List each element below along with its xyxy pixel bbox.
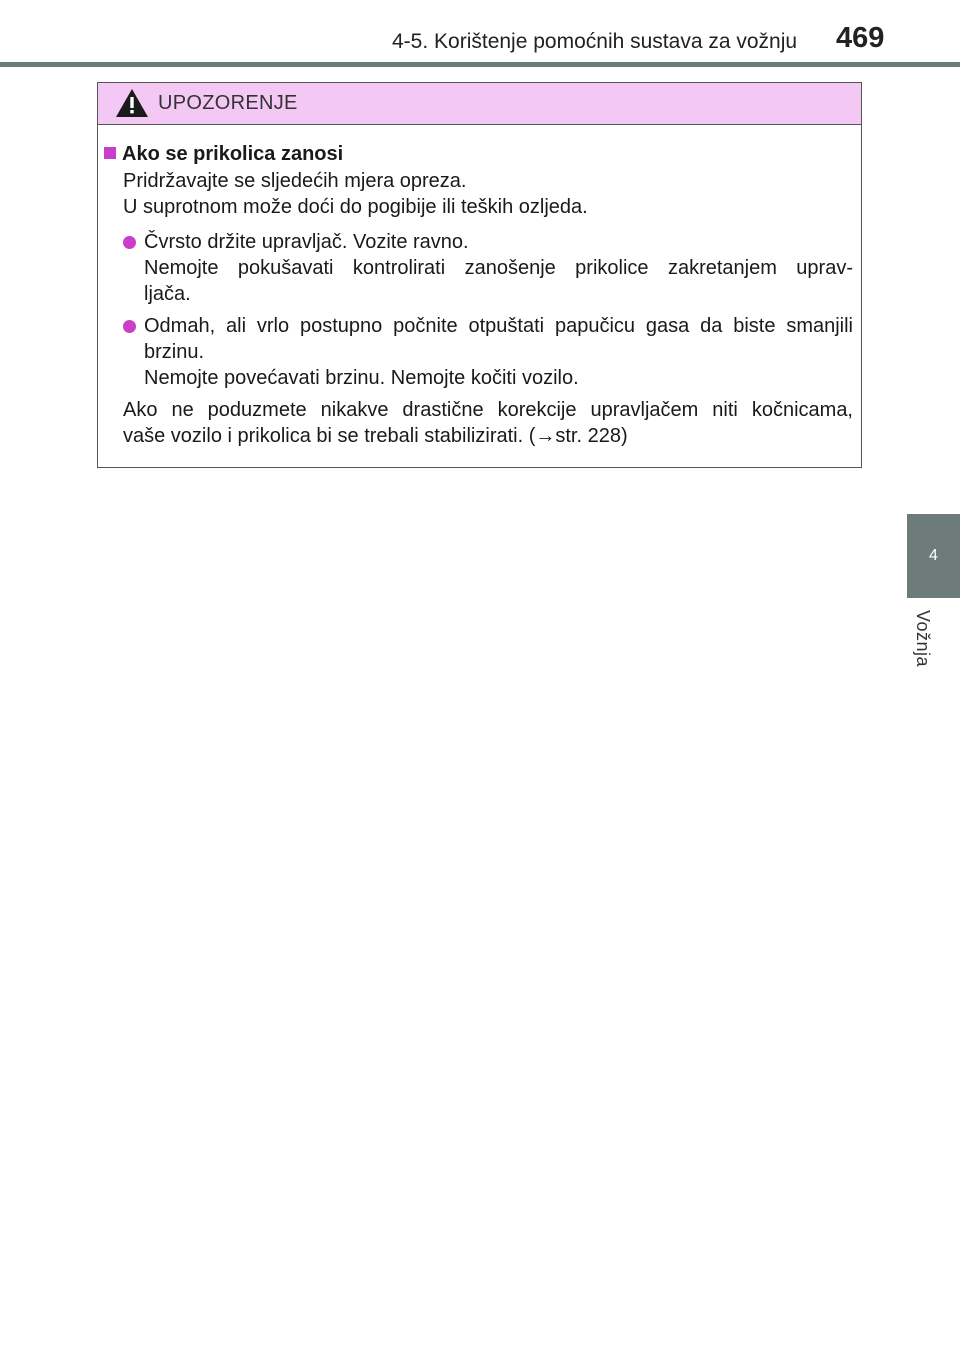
warning-triangle-icon xyxy=(114,87,150,119)
page-number: 469 xyxy=(836,22,885,54)
intro-line: Pridržavajte se sljedećih mjera opreza. xyxy=(123,170,467,192)
closing-paragraph xyxy=(123,397,853,449)
bullet-line: Nemojte povećavati brzinu. Nemojte kočiti vozilo. xyxy=(144,367,579,389)
chapter-label: Vožnja xyxy=(913,610,933,668)
warning-heading-text: Ako se prikolica zanosi xyxy=(122,143,344,165)
bullet-line: brzinu. xyxy=(144,341,205,363)
header-divider xyxy=(0,62,960,67)
bullet-line: Čvrsto držite upravljač. Vozite ravno. xyxy=(144,231,469,253)
closing-line: Ako ne poduzmete nikakve drastične korekcije upravljačem niti kočnicama, xyxy=(123,399,853,421)
closing-line: vaše vozilo i prikolica bi se trebali stabilizirati. (→str. 228) xyxy=(123,425,628,447)
square-bullet-icon xyxy=(104,147,116,159)
warning-title: UPOZORENJE xyxy=(158,92,298,114)
bullet-item xyxy=(123,313,853,391)
intro-line: U suprotnom može doći do pogibije ili teških ozljeda. xyxy=(123,196,588,218)
warning-header xyxy=(98,83,861,125)
warning-body xyxy=(98,125,861,467)
bullet-line: Nemojte pokušavati kontrolirati zanošenje prikolice zakretanjem uprav- xyxy=(144,257,853,279)
bullet-item xyxy=(123,229,853,307)
round-bullet-icon xyxy=(123,236,136,249)
section-title: 4-5. Korištenje pomoćnih sustava za vožnju xyxy=(392,30,798,53)
warning-box xyxy=(97,82,862,468)
intro-paragraph xyxy=(123,168,853,220)
bullet-line: ljača. xyxy=(144,283,191,305)
bullet-line: Odmah, ali vrlo postupno počnite otpuštati papučicu gasa da biste smanjili xyxy=(144,315,853,337)
warning-heading xyxy=(104,141,343,167)
chapter-tab-number: 4 xyxy=(929,547,938,564)
chapter-tab[interactable] xyxy=(907,514,960,598)
round-bullet-icon xyxy=(123,320,136,333)
